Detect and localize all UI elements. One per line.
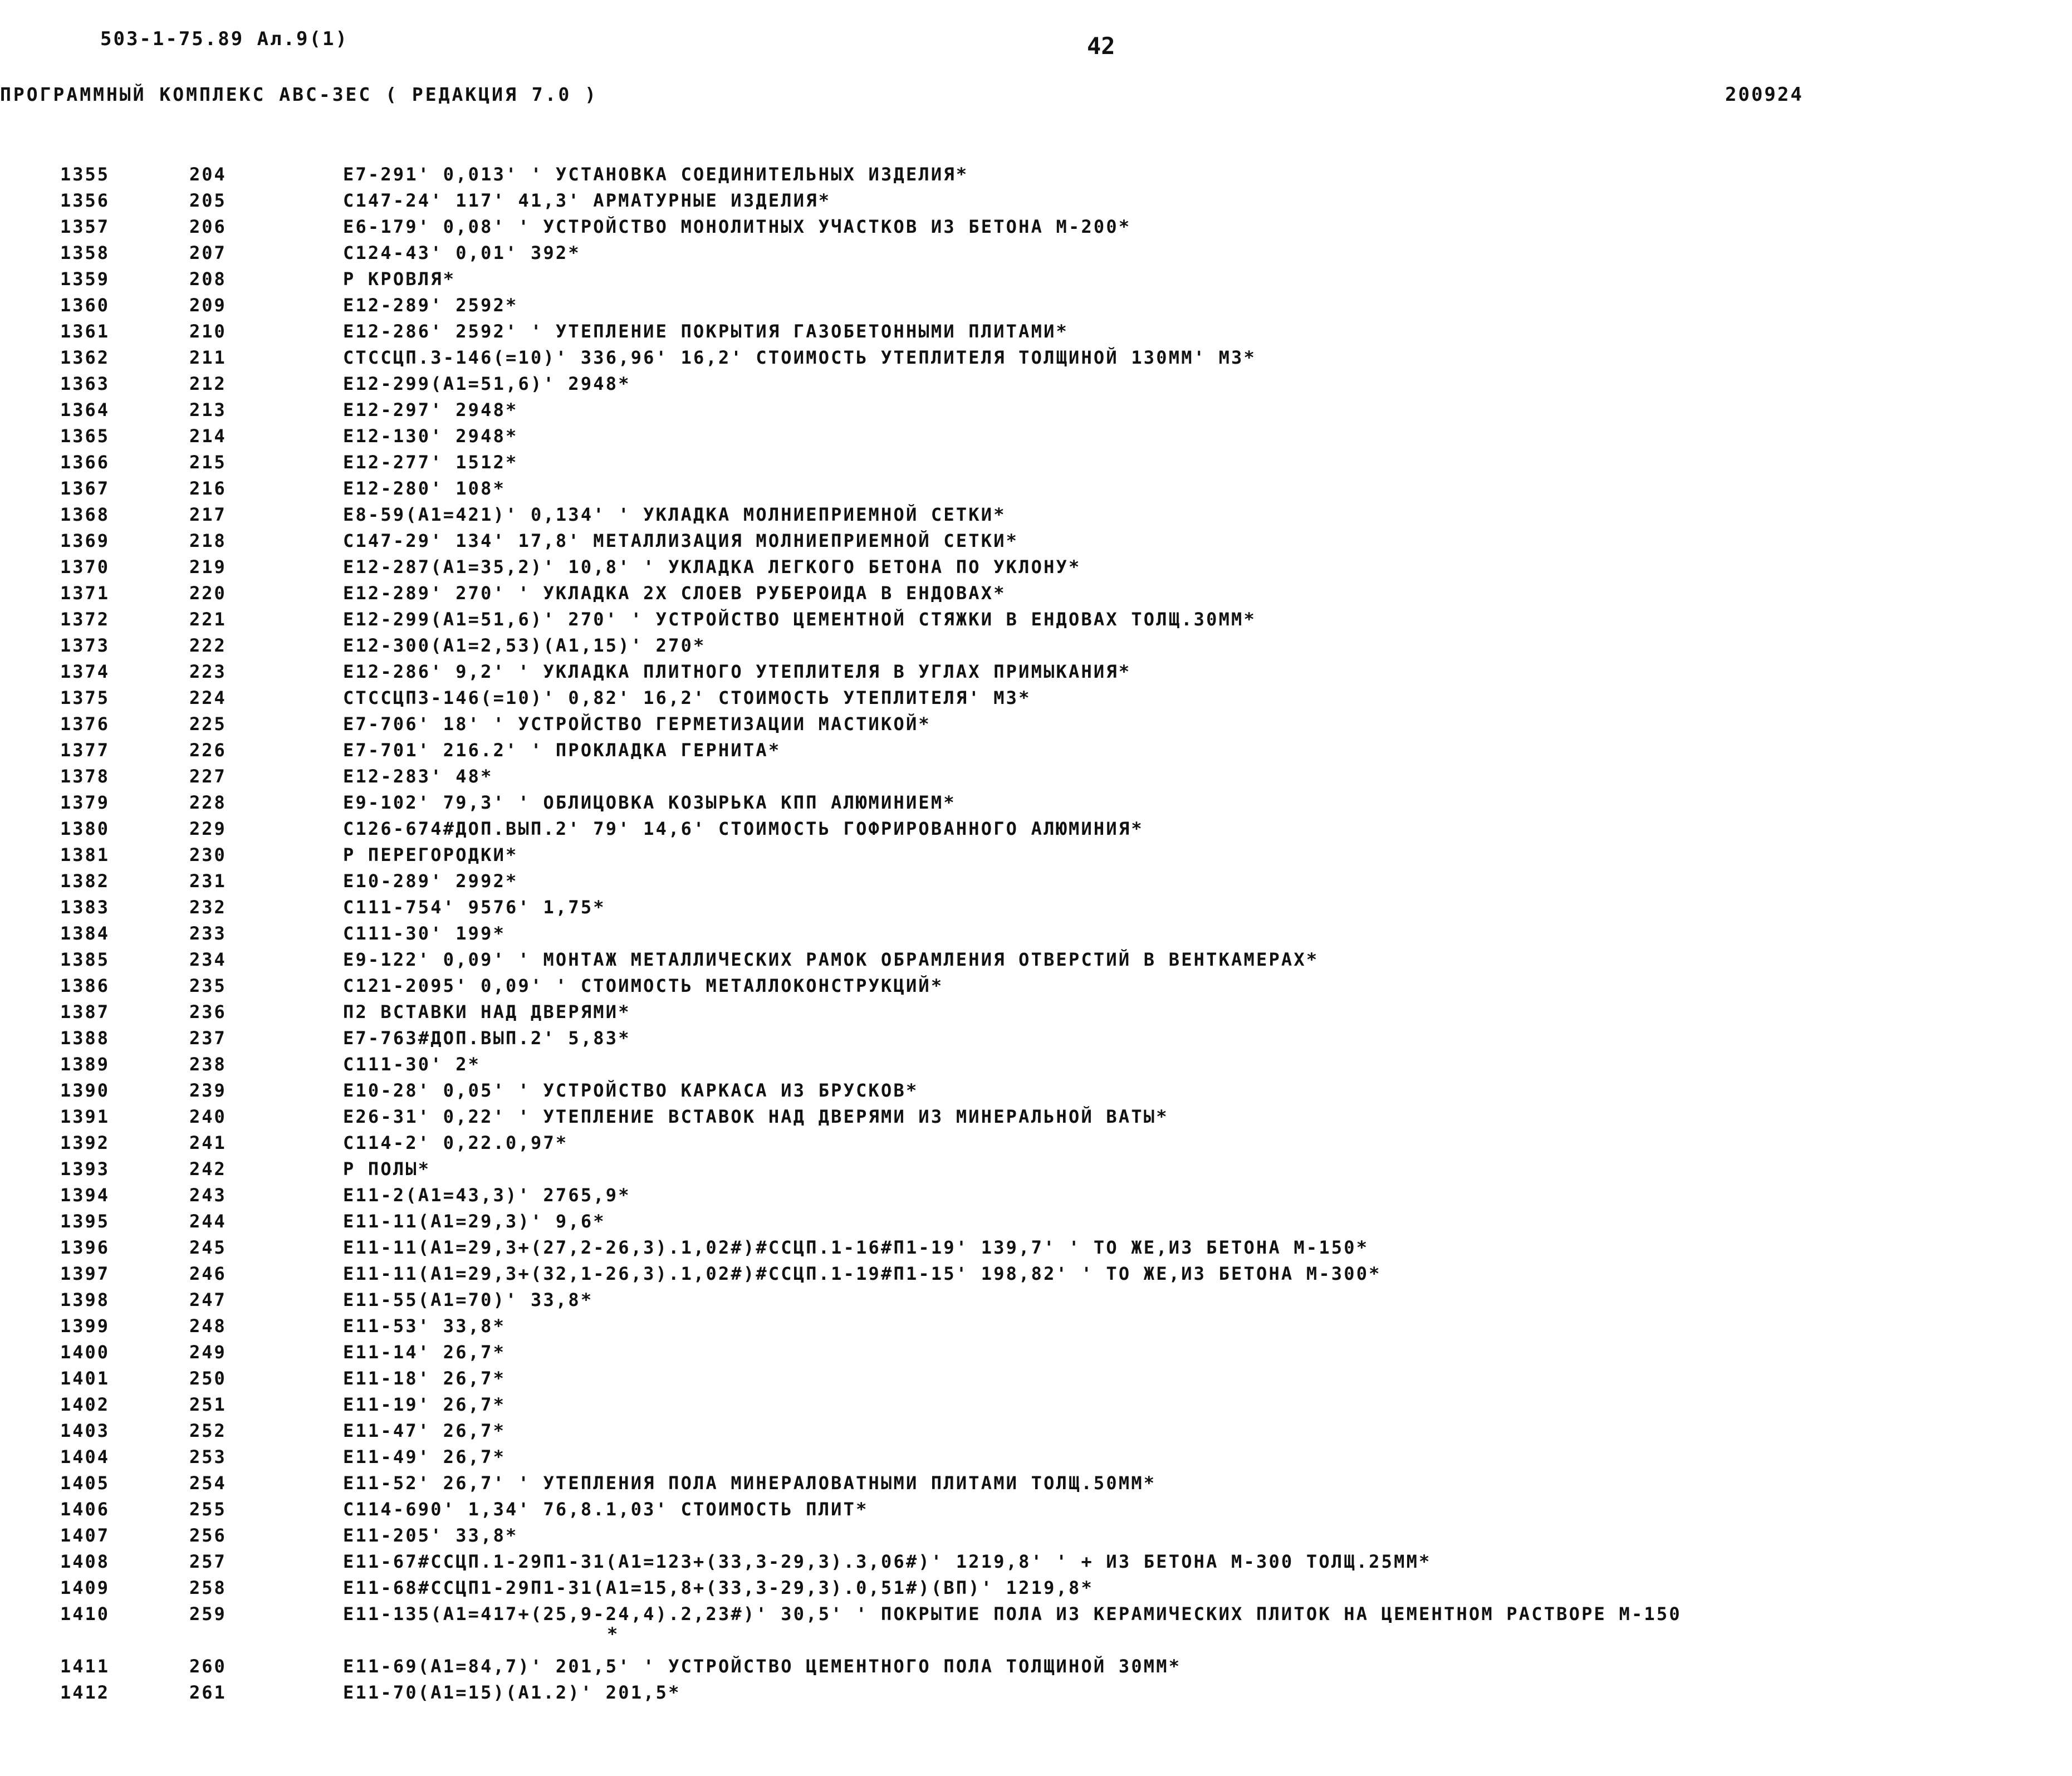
item-number: 241 xyxy=(189,1132,227,1153)
line-number: 1358 xyxy=(60,242,110,263)
listing-row xyxy=(0,397,2072,423)
entry-text: Е11-52' 26,7' ' УТЕПЛЕНИЯ ПОЛА МИНЕРАЛОВАТНЫМИ ПЛИТАМИ ТОЛЩ.50ММ* xyxy=(343,1472,1157,1494)
line-number: 1387 xyxy=(60,1001,110,1022)
entry-text: Р КРОВЛЯ* xyxy=(343,268,456,290)
line-number: 1374 xyxy=(60,661,110,682)
line-number: 1362 xyxy=(60,347,110,368)
listing-row xyxy=(0,1051,2072,1078)
item-number: 261 xyxy=(189,1682,227,1703)
line-number: 1363 xyxy=(60,373,110,394)
listing-row xyxy=(0,554,2072,580)
line-number: 1403 xyxy=(60,1420,110,1441)
entry-text: Е11-19' 26,7* xyxy=(343,1394,506,1415)
line-number: 1380 xyxy=(60,818,110,839)
item-number: 230 xyxy=(189,844,227,865)
line-number: 1383 xyxy=(60,897,110,918)
entry-text: СТССЦП.3-146(=10)' 336,96' 16,2' СТОИМОСТЬ УТЕПЛИТЕЛЯ ТОЛЩИНОЙ 130ММ' М3* xyxy=(343,347,1256,368)
listing-row xyxy=(0,1156,2072,1182)
line-number: 1365 xyxy=(60,425,110,447)
entry-text: Е26-31' 0,22' ' УТЕПЛЕНИЕ ВСТАВОК НАД ДВЕРЯМИ ИЗ МИНЕРАЛЬНОЙ ВАТЫ* xyxy=(343,1106,1169,1127)
item-number: 215 xyxy=(189,452,227,473)
line-number: 1379 xyxy=(60,792,110,813)
entry-text: Е7-701' 216.2' ' ПРОКЛАДКА ГЕРНИТА* xyxy=(343,740,781,761)
listing-row xyxy=(0,580,2072,606)
item-number: 205 xyxy=(189,190,227,211)
listing-row xyxy=(0,868,2072,894)
item-number: 246 xyxy=(189,1263,227,1284)
entry-text: С147-29' 134' 17,8' МЕТАЛЛИЗАЦИЯ МОЛНИЕПРИЕМНОЙ СЕТКИ* xyxy=(343,530,1019,551)
listing-row xyxy=(0,1366,2072,1392)
listing-row xyxy=(0,292,2072,319)
listing-row xyxy=(0,764,2072,790)
listing-row xyxy=(0,633,2072,659)
line-number: 1400 xyxy=(60,1342,110,1363)
item-number: 238 xyxy=(189,1054,227,1075)
listing-row xyxy=(0,973,2072,999)
listing-row xyxy=(0,1078,2072,1104)
line-number: 1382 xyxy=(60,870,110,892)
line-number: 1394 xyxy=(60,1185,110,1206)
item-number: 231 xyxy=(189,870,227,892)
listing-row xyxy=(0,423,2072,449)
listing-row xyxy=(0,999,2072,1025)
entry-text: Е12-299(А1=51,6)' 2948* xyxy=(343,373,631,394)
line-number: 1371 xyxy=(60,583,110,604)
entry-text: Е11-68#ССЦП1-29П1-31(А1=15,8+(33,3-29,3).0,51#)(ВП)' 1219,8* xyxy=(343,1577,1094,1598)
item-number: 232 xyxy=(189,897,227,918)
item-number: 242 xyxy=(189,1158,227,1180)
entry-text: Е11-67#ССЦП.1-29П1-31(А1=123+(33,3-29,3).3,06#)' 1219,8' ' + ИЗ БЕТОНА М-300 ТОЛЩ.25ММ* xyxy=(343,1551,1432,1572)
line-number: 1397 xyxy=(60,1263,110,1284)
entry-text: Е9-102' 79,3' ' ОБЛИЦОВКА КОЗЫРЬКА КПП АЛЮМИНИЕМ* xyxy=(343,792,956,813)
entry-text: Е12-130' 2948* xyxy=(343,425,518,447)
line-number: 1406 xyxy=(60,1499,110,1520)
item-number: 258 xyxy=(189,1577,227,1598)
item-number: 254 xyxy=(189,1472,227,1494)
line-number: 1389 xyxy=(60,1054,110,1075)
line-number: 1368 xyxy=(60,504,110,525)
entry-text: С121-2095' 0,09' ' СТОИМОСТЬ МЕТАЛЛОКОНСТРУКЦИЙ* xyxy=(343,975,944,996)
listing-row xyxy=(0,449,2072,476)
entry-text: Е6-179' 0,08' ' УСТРОЙСТВО МОНОЛИТНЫХ УЧАСТКОВ ИЗ БЕТОНА М-200* xyxy=(343,216,1131,237)
listing-row xyxy=(0,162,2072,188)
listing-row xyxy=(0,188,2072,214)
line-number: 1404 xyxy=(60,1446,110,1467)
item-number: 234 xyxy=(189,949,227,970)
line-number: 1385 xyxy=(60,949,110,970)
listing-row xyxy=(0,659,2072,685)
line-number: 1377 xyxy=(60,740,110,761)
listing-row xyxy=(0,214,2072,240)
entry-text: Е11-2(А1=43,3)' 2765,9* xyxy=(343,1185,631,1206)
entry-text: Р ПОЛЫ* xyxy=(343,1158,431,1180)
listing-row xyxy=(0,1339,2072,1366)
entry-text: С147-24' 117' 41,3' АРМАТУРНЫЕ ИЗДЕЛИЯ* xyxy=(343,190,831,211)
entry-text: Е9-122' 0,09' ' МОНТАЖ МЕТАЛЛИЧЕСКИХ РАМОК ОБРАМЛЕНИЯ ОТВЕРСТИЙ В ВЕНТКАМЕРАХ* xyxy=(343,949,1319,970)
item-number: 207 xyxy=(189,242,227,263)
line-number: 1381 xyxy=(60,844,110,865)
listing-row xyxy=(0,1313,2072,1339)
item-number: 224 xyxy=(189,687,227,708)
listing-row xyxy=(0,1680,2072,1706)
item-number: 209 xyxy=(189,295,227,316)
entry-text: Е11-47' 26,7* xyxy=(343,1420,506,1441)
entry-text: Е11-55(А1=70)' 33,8* xyxy=(343,1289,594,1310)
entry-text: Е7-763#ДОП.ВЫП.2' 5,83* xyxy=(343,1028,631,1049)
listing-row xyxy=(0,319,2072,345)
item-number: 256 xyxy=(189,1525,227,1546)
entry-text: Е12-289' 270' ' УКЛАДКА 2Х СЛОЕВ РУБЕРОИДА В ЕНДОВАХ* xyxy=(343,583,1006,604)
item-number: 235 xyxy=(189,975,227,996)
entry-text: Е10-28' 0,05' ' УСТРОЙСТВО КАРКАСА ИЗ БРУСКОВ* xyxy=(343,1080,919,1101)
entry-text: Е12-297' 2948* xyxy=(343,399,518,420)
line-number: 1391 xyxy=(60,1106,110,1127)
line-number: 1398 xyxy=(60,1289,110,1310)
line-number: 1401 xyxy=(60,1368,110,1389)
item-number: 233 xyxy=(189,923,227,944)
item-number: 228 xyxy=(189,792,227,813)
listing-row xyxy=(0,502,2072,528)
item-number: 237 xyxy=(189,1028,227,1049)
item-number: 247 xyxy=(189,1289,227,1310)
entry-text: Е11-205' 33,8* xyxy=(343,1525,518,1546)
line-number: 1376 xyxy=(60,713,110,735)
entry-text: Е12-286' 2592' ' УТЕПЛЕНИЕ ПОКРЫТИЯ ГАЗОБЕТОННЫМИ ПЛИТАМИ* xyxy=(343,321,1069,342)
entry-text: С111-30' 2* xyxy=(343,1054,481,1075)
listing-row xyxy=(0,737,2072,764)
line-number: 1395 xyxy=(60,1211,110,1232)
listing-row xyxy=(0,1261,2072,1287)
listing-row xyxy=(0,1470,2072,1496)
line-number: 1405 xyxy=(60,1472,110,1494)
line-number: 1410 xyxy=(60,1603,110,1625)
line-number: 1411 xyxy=(60,1656,110,1677)
line-number: 1378 xyxy=(60,766,110,787)
listing-row xyxy=(0,1575,2072,1601)
item-number: 219 xyxy=(189,556,227,578)
entry-text: Е12-299(А1=51,6)' 270' ' УСТРОЙСТВО ЦЕМЕНТНОЙ СТЯЖКИ В ЕНДОВАХ ТОЛЩ.30ММ* xyxy=(343,609,1256,630)
item-number: 251 xyxy=(189,1394,227,1415)
item-number: 245 xyxy=(189,1237,227,1258)
entry-text: С111-30' 199* xyxy=(343,923,506,944)
item-number: 257 xyxy=(189,1551,227,1572)
entry-text: Е12-280' 108* xyxy=(343,478,506,499)
line-number: 1412 xyxy=(60,1682,110,1703)
line-number: 1386 xyxy=(60,975,110,996)
listing-row xyxy=(0,947,2072,973)
listing-row xyxy=(0,476,2072,502)
entry-text: Е11-14' 26,7* xyxy=(343,1342,506,1363)
entry-text: Е12-289' 2592* xyxy=(343,295,518,316)
line-number: 1366 xyxy=(60,452,110,473)
listing-row xyxy=(0,1496,2072,1523)
item-number: 214 xyxy=(189,425,227,447)
line-number: 1409 xyxy=(60,1577,110,1598)
item-number: 243 xyxy=(189,1185,227,1206)
listing-row xyxy=(0,371,2072,397)
entry-text: С114-690' 1,34' 76,8.1,03' СТОИМОСТЬ ПЛИТ* xyxy=(343,1499,869,1520)
item-number: 229 xyxy=(189,818,227,839)
listing-row xyxy=(0,842,2072,868)
item-number: 218 xyxy=(189,530,227,551)
program-header: ПРОГРАММНЫЙ КОМПЛЕКС АВС-ЗЕС ( РЕДАКЦИЯ 7.0 ) xyxy=(0,84,599,105)
listing-row xyxy=(0,685,2072,711)
listing-row xyxy=(0,1444,2072,1470)
line-number: 1372 xyxy=(60,609,110,630)
listing-row xyxy=(0,1653,2072,1680)
entry-text: Е7-706' 18' ' УСТРОЙСТВО ГЕРМЕТИЗАЦИИ МАСТИКОЙ* xyxy=(343,713,931,735)
line-number: 1396 xyxy=(60,1237,110,1258)
entry-text: Е12-287(А1=35,2)' 10,8' ' УКЛАДКА ЛЕГКОГО БЕТОНА ПО УКЛОНУ* xyxy=(343,556,1081,578)
line-number: 1392 xyxy=(60,1132,110,1153)
line-number: 1402 xyxy=(60,1394,110,1415)
listing-row xyxy=(0,711,2072,737)
line-number: 1384 xyxy=(60,923,110,944)
item-number: 244 xyxy=(189,1211,227,1232)
entry-text: Е11-11(А1=29,3)' 9,6* xyxy=(343,1211,606,1232)
entry-text: Е8-59(А1=421)' 0,134' ' УКЛАДКА МОЛНИЕПРИЕМНОЙ СЕТКИ* xyxy=(343,504,1006,525)
entry-text: Е11-69(А1=84,7)' 201,5' ' УСТРОЙСТВО ЦЕМЕНТНОГО ПОЛА ТОЛЩИНОЙ 30ММ* xyxy=(343,1656,1182,1677)
line-number: 1355 xyxy=(60,164,110,185)
item-number: 204 xyxy=(189,164,227,185)
line-number: 1375 xyxy=(60,687,110,708)
item-number: 239 xyxy=(189,1080,227,1101)
entry-text: Е12-286' 9,2' ' УКЛАДКА ПЛИТНОГО УТЕПЛИТЕЛЯ В УГЛАХ ПРИМЫКАНИЯ* xyxy=(343,661,1131,682)
item-number: 225 xyxy=(189,713,227,735)
line-number: 1407 xyxy=(60,1525,110,1546)
item-number: 216 xyxy=(189,478,227,499)
entry-text: Е7-291' 0,013' ' УСТАНОВКА СОЕДИНИТЕЛЬНЫХ ИЗДЕЛИЯ* xyxy=(343,164,969,185)
document-code: 503-1-75.89 Ал.9(1) xyxy=(100,28,349,50)
listing-row xyxy=(0,240,2072,266)
line-number: 1388 xyxy=(60,1028,110,1049)
line-number: 1364 xyxy=(60,399,110,420)
item-number: 223 xyxy=(189,661,227,682)
entry-text: С114-2' 0,22.0,97* xyxy=(343,1132,569,1153)
listing-row xyxy=(0,345,2072,371)
entry-text: Е11-53' 33,8* xyxy=(343,1315,506,1337)
item-number: 212 xyxy=(189,373,227,394)
listing-row xyxy=(0,1601,2072,1627)
listing-row xyxy=(0,266,2072,292)
entry-text: Е11-49' 26,7* xyxy=(343,1446,506,1467)
entry-text: Е12-300(А1=2,53)(А1,15)' 270* xyxy=(343,635,706,656)
item-number: 227 xyxy=(189,766,227,787)
entry-text: Р ПЕРЕГОРОДКИ* xyxy=(343,844,518,865)
item-number: 206 xyxy=(189,216,227,237)
item-number: 240 xyxy=(189,1106,227,1127)
item-number: 259 xyxy=(189,1603,227,1625)
continuation-mark: * xyxy=(607,1623,618,1645)
item-number: 222 xyxy=(189,635,227,656)
listing-row xyxy=(0,1025,2072,1051)
item-number: 213 xyxy=(189,399,227,420)
item-number: 211 xyxy=(189,347,227,368)
line-number: 1408 xyxy=(60,1551,110,1572)
item-number: 220 xyxy=(189,583,227,604)
entry-text: С126-674#ДОП.ВЫП.2' 79' 14,6' СТОИМОСТЬ ГОФРИРОВАННОГО АЛЮМИНИЯ* xyxy=(343,818,1144,839)
entry-text: С111-754' 9576' 1,75* xyxy=(343,897,606,918)
item-number: 208 xyxy=(189,268,227,290)
item-number: 260 xyxy=(189,1656,227,1677)
listing-row xyxy=(0,1392,2072,1418)
listing-row xyxy=(0,816,2072,842)
listing-row xyxy=(0,1209,2072,1235)
line-number: 1360 xyxy=(60,295,110,316)
listing-row xyxy=(0,1130,2072,1156)
item-number: 255 xyxy=(189,1499,227,1520)
item-number: 236 xyxy=(189,1001,227,1022)
line-number: 1357 xyxy=(60,216,110,237)
entry-text: Е10-289' 2992* xyxy=(343,870,518,892)
line-number: 1361 xyxy=(60,321,110,342)
line-number: 1356 xyxy=(60,190,110,211)
item-number: 252 xyxy=(189,1420,227,1441)
entry-text: Е12-283' 48* xyxy=(343,766,493,787)
line-number: 1399 xyxy=(60,1315,110,1337)
line-number: 1373 xyxy=(60,635,110,656)
entry-text: Е11-70(А1=15)(А1.2)' 201,5* xyxy=(343,1682,681,1703)
listing-row xyxy=(0,606,2072,633)
item-number: 221 xyxy=(189,609,227,630)
item-number: 253 xyxy=(189,1446,227,1467)
item-number: 210 xyxy=(189,321,227,342)
entry-text: Е12-277' 1512* xyxy=(343,452,518,473)
item-number: 248 xyxy=(189,1315,227,1337)
listing-row xyxy=(0,1104,2072,1130)
listing-row xyxy=(0,1549,2072,1575)
entry-text: Е11-11(А1=29,3+(27,2-26,3).1,02#)#ССЦП.1-16#П1-19' 139,7' ' ТО ЖЕ,ИЗ БЕТОНА М-150* xyxy=(343,1237,1369,1258)
line-number: 1393 xyxy=(60,1158,110,1180)
entry-text: Е11-135(А1=417+(25,9-24,4).2,23#)' 30,5' ' ПОКРЫТИЕ ПОЛА ИЗ КЕРАМИЧЕСКИХ ПЛИТОК НА ЦЕМЕНТНОМ РАСТВОРЕ М-150 xyxy=(343,1603,1682,1625)
listing-row xyxy=(0,1418,2072,1444)
line-number: 1390 xyxy=(60,1080,110,1101)
line-number: 1370 xyxy=(60,556,110,578)
listing-row xyxy=(0,790,2072,816)
entry-text: Е11-11(А1=29,3+(32,1-26,3).1,02#)#ССЦП.1-19#П1-15' 198,82' ' ТО ЖЕ,ИЗ БЕТОНА М-300* xyxy=(343,1263,1382,1284)
run-date: 200924 xyxy=(1725,84,1804,106)
item-number: 226 xyxy=(189,740,227,761)
listing-row xyxy=(0,528,2072,554)
entry-text: П2 ВСТАВКИ НАД ДВЕРЯМИ* xyxy=(343,1001,631,1022)
line-number: 1369 xyxy=(60,530,110,551)
listing-row xyxy=(0,1182,2072,1209)
item-number: 249 xyxy=(189,1342,227,1363)
listing-row xyxy=(0,1523,2072,1549)
page-number: 42 xyxy=(1087,32,1115,60)
entry-text: Е11-18' 26,7* xyxy=(343,1368,506,1389)
item-number: 217 xyxy=(189,504,227,525)
entry-text: С124-43' 0,01' 392* xyxy=(343,242,581,263)
listing-row xyxy=(0,894,2072,921)
line-number: 1359 xyxy=(60,268,110,290)
line-number: 1367 xyxy=(60,478,110,499)
item-number: 250 xyxy=(189,1368,227,1389)
listing-row xyxy=(0,1235,2072,1261)
entry-text: СТССЦП3-146(=10)' 0,82' 16,2' СТОИМОСТЬ УТЕПЛИТЕЛЯ' М3* xyxy=(343,687,1031,708)
listing-row xyxy=(0,1287,2072,1313)
listing-row xyxy=(0,921,2072,947)
